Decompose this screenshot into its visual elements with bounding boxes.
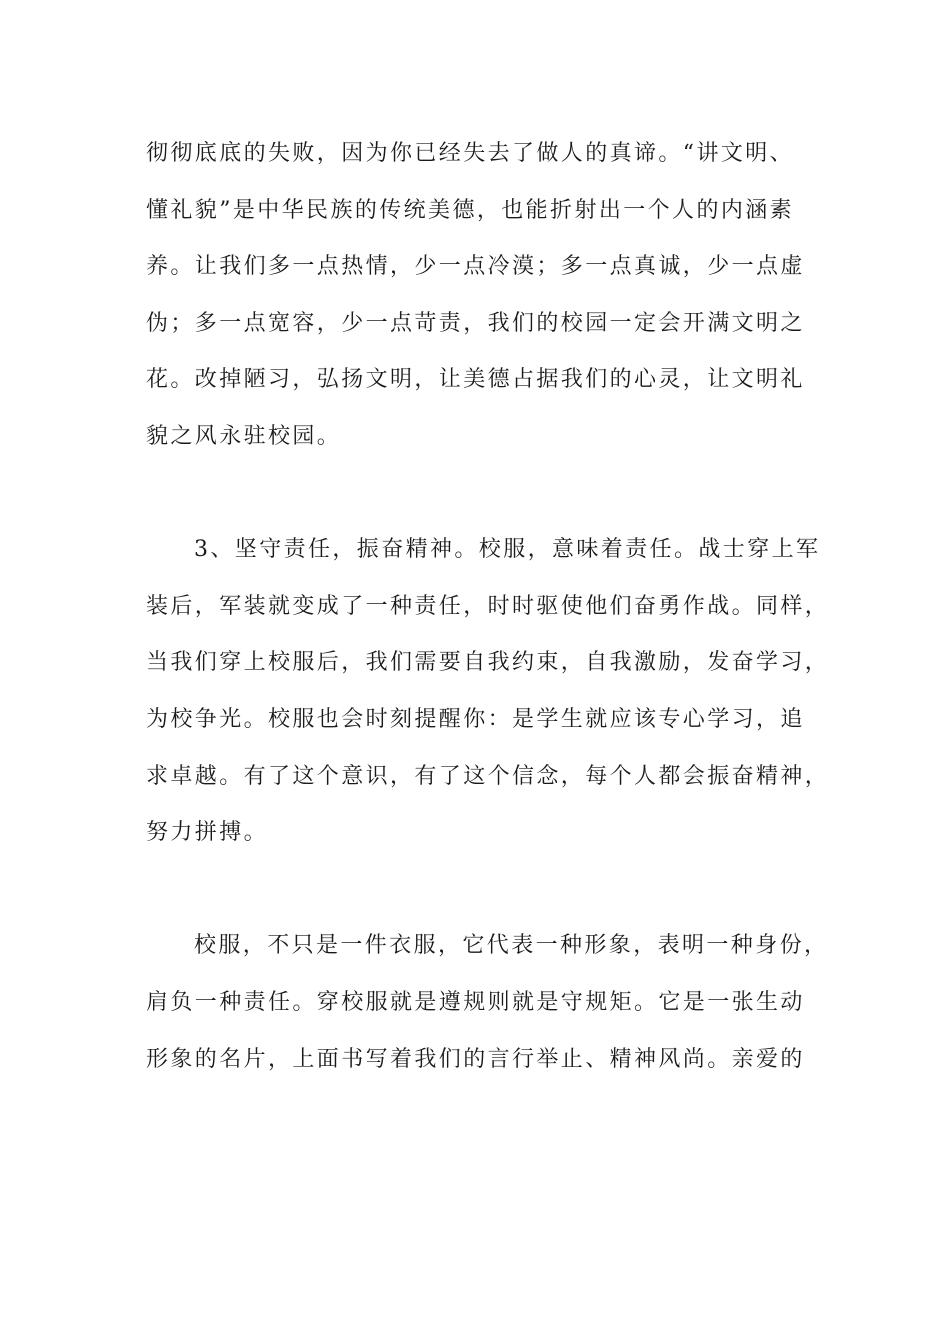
- text-line: 求卓越。有了这个意识，有了这个信念，每个人都会振奋精神，: [146, 763, 830, 789]
- paragraph-1: [146, 126, 805, 466]
- text-line: 形象的名片，上面书写着我们的言行举止、精神风尚。亲爱的: [146, 1046, 805, 1072]
- paragraph-3: [146, 918, 829, 1088]
- text-line: 貌之风永驻校园。: [146, 423, 342, 449]
- text-line: 为校争光。校服也会时刻提醒你：是学生就应该专心学习，追: [146, 706, 805, 732]
- text-line: 努力拼搏。: [146, 820, 269, 846]
- paragraph-2: [146, 522, 830, 862]
- text-line: 懂礼貌”是中华民族的传统美德，也能折射出一个人的内涵素: [146, 197, 795, 223]
- paragraph-gap: [146, 862, 796, 919]
- text-line: 伪；多一点宽容，少一点苛责，我们的校园一定会开满文明之: [146, 310, 805, 336]
- body-text: [146, 126, 830, 1088]
- text-line: 校服，不只是一件衣服，它代表一种形象，表明一种身份，: [194, 933, 829, 959]
- text-line: 当我们穿上校服后，我们需要自我约束，自我激励，发奋学习，: [146, 650, 830, 676]
- paragraph-gap: [146, 466, 796, 523]
- text-line: 彻彻底底的失败，因为你已经失去了做人的真谛。“讲文明、: [146, 141, 795, 166]
- text-line: 肩负一种责任。穿校服就是遵规则就是守规矩。它是一张生动: [146, 989, 805, 1015]
- text-line: 养。让我们多一点热情，少一点冷漠；多一点真诚，少一点虚: [146, 254, 805, 280]
- text-line: 花。改掉陋习，弘扬文明，让美德占据我们的心灵，让文明礼: [146, 367, 805, 393]
- text-line: 3、坚守责任，振奋精神。校服，意味着责任。战士穿上军: [194, 537, 821, 563]
- text-line: 装后，军装就变成了一种责任，时时驱使他们奋勇作战。同样，: [146, 593, 830, 619]
